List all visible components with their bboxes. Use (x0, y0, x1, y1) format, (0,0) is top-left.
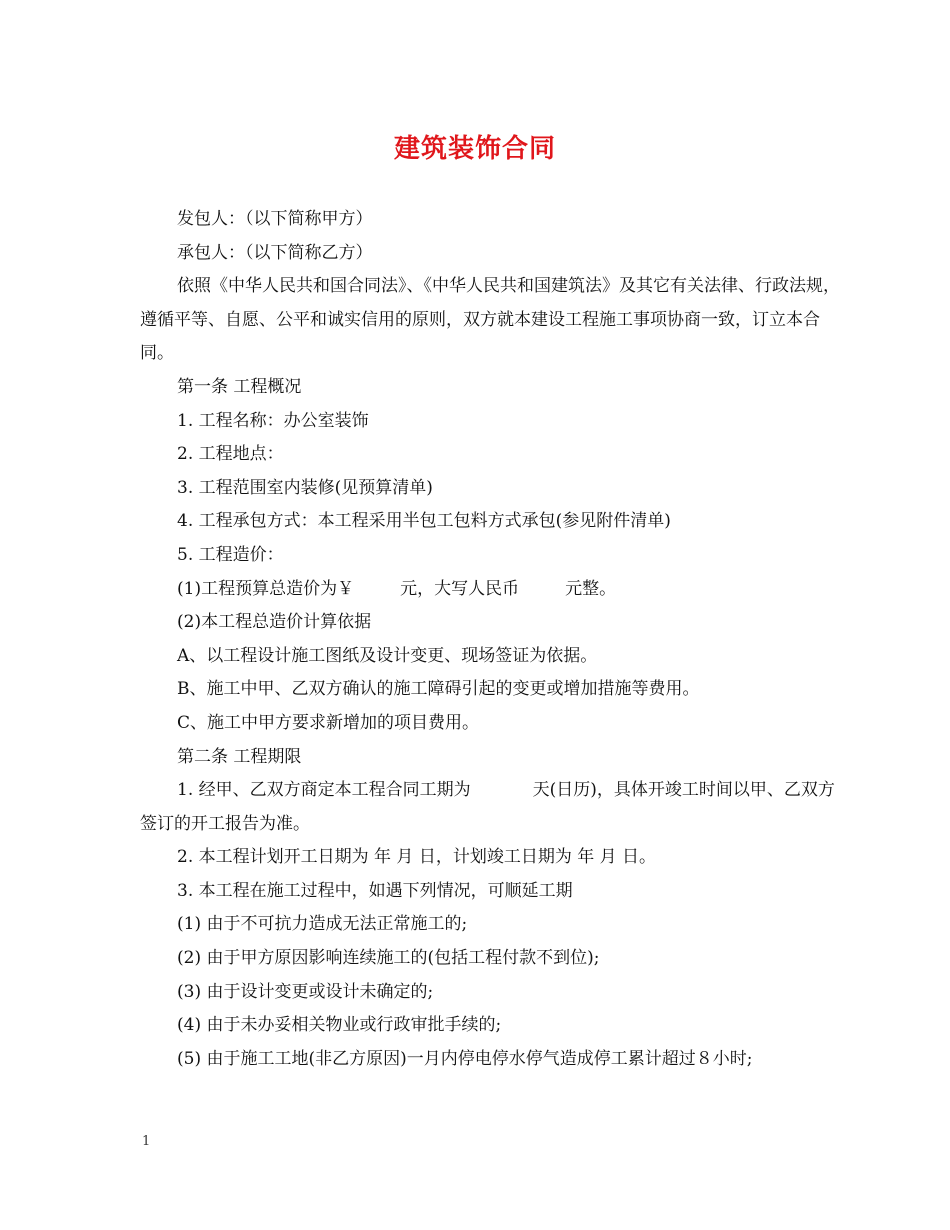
employer-line: 发包人：（以下简称甲方） (177, 209, 373, 229)
article1-item5: 5. 工程造价： (177, 544, 284, 565)
document-title: 建筑装饰合同 (393, 134, 556, 164)
preamble-paragraph: 依照《中华人民共和国合同法》、《中华人民共和国建筑法》及其它有关法律、行政法规，遵循平等、自愿、公平和诚实信用的原则，双方就本建设工程施工事项协商一致，订立本合同。 (140, 276, 840, 364)
extension-case3: (3) 由于设计变更或设计未确定的; (177, 981, 434, 1002)
article1-item1: 1. 工程名称：办公室装饰 (177, 410, 369, 431)
extension-case4: (4) 由于未办妥相关物业或行政审批手续的; (177, 1015, 502, 1036)
duration-label: 1. 经甲、乙双方商定本工程合同工期为 (177, 780, 471, 801)
cost-words-label: 元，大写人民币 (400, 578, 520, 599)
extension-case1: (1) 由于不可抗力造成无法正常施工的; (177, 914, 468, 935)
article2-item3: 3. 本工程在施工过程中，如遇下列情况，可顺延工期 (177, 880, 573, 901)
contract-body (140, 203, 840, 1076)
article2-item1 (140, 774, 840, 841)
cost-basis-c: C、施工中甲方要求新增加的项目费用。 (177, 712, 480, 733)
article1-item4: 4. 工程承包方式：本工程采用半包工包料方式承包(参见附件清单) (177, 511, 671, 532)
duration-rest: 天(日历)，具体开竣工时间以甲、乙双方签订的开工报告为准。 (140, 780, 835, 834)
article2-heading: 第二条 工程期限 (177, 746, 302, 767)
article1-heading: 第一条 工程概况 (177, 376, 302, 397)
cost-basis-a: A、以工程设计施工图纸及设计变更、现场签证为依据。 (177, 645, 598, 666)
cost-basis-heading: (2)本工程总造价计算依据 (177, 612, 372, 633)
cost-basis-b: B、施工中甲、乙双方确认的施工障碍引起的变更或增加措施等费用。 (177, 679, 700, 700)
cost-end-label: 元整。 (565, 578, 617, 599)
page-number: 1 (142, 1134, 151, 1149)
contractor-line: 承包人：（以下简称乙方） (177, 242, 373, 263)
extension-case2: (2) 由于甲方原因影响连续施工的(包括工程付款不到位); (177, 948, 600, 969)
article1-item2: 2. 工程地点： (177, 444, 284, 465)
article1-item3: 3. 工程范围室内装修(见预算清单) (177, 477, 433, 498)
article2-item2: 2. 本工程计划开工日期为 年 月 日，计划竣工日期为 年 月 日。 (177, 847, 657, 868)
extension-case5: (5) 由于施工工地(非乙方原因)一月内停电停水停气造成停工累计超过８小时; (177, 1048, 753, 1069)
cost-total-label: (1)工程预算总造价为￥ (177, 578, 355, 599)
cost-line (140, 573, 840, 607)
